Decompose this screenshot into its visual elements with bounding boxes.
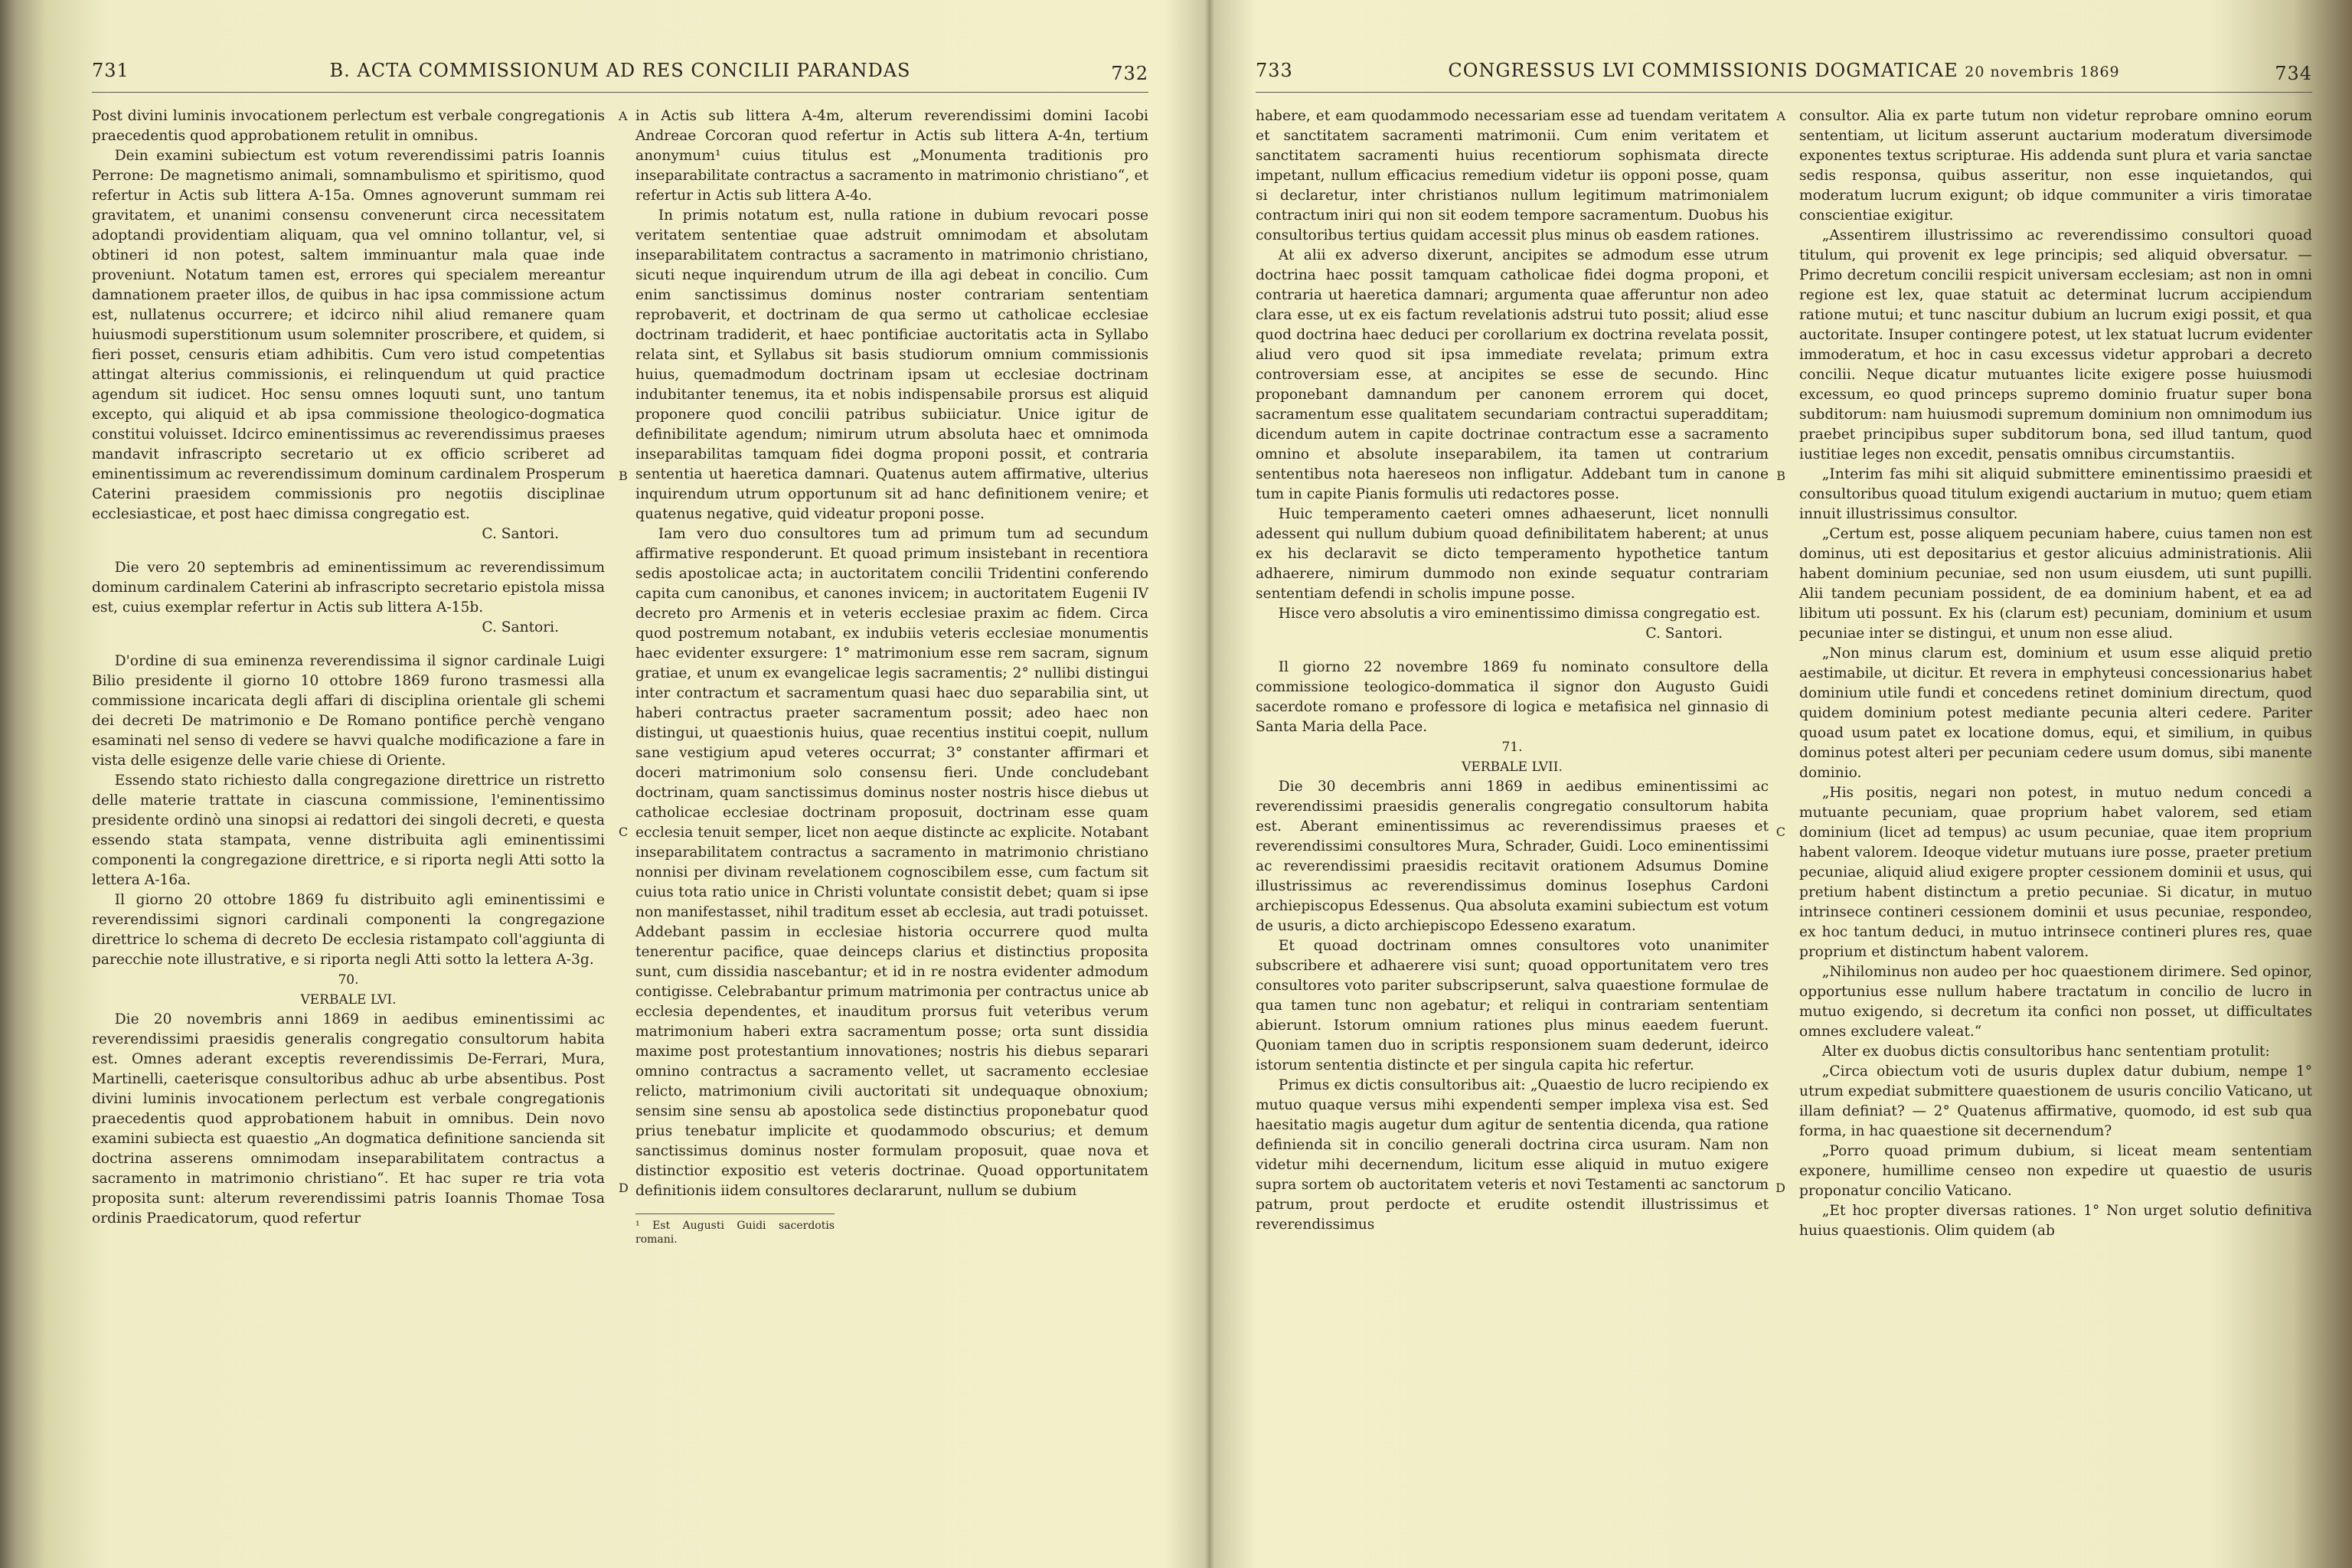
paragraph: consultor. Alia ex parte tutum non videtur reprobare omnino eorum sententiam, ut licitum asserunt auctarium moderatum diversimode exponentes textus scripturae. His addenda sunt plura et varia sanctae sedis responsa, quibus asseritur, non esse inquietandos, qui moderatum lucrum exigunt; ob idque communiter a viris timoratae conscientiae exigitur. bbox=[1799, 108, 2312, 224]
paragraph: Iam vero duo consultores tum ad primum tum ad secundum affirmative responderunt. Et quoad primum insistebant in recentiora sedis apostolicae acta; in auctoritatem concilii Tridentini conferendo capita cum canonibus, et canones invicem; in auctoritatem Eugenii IV decreto pro Armenis et in veteris ecclesiae praxim ac fidem. Circa quod postremum notabant, ex indubiis veteris ecclesiae monumentis haec evidenter exsurgere: 1° matrimonium esse rem sacram, signum gratiae, et unum ex evangelicae legis sacramentis; 2° nullibi distingui inter contractum et sacramentum quasi haec duo separabilia sint, ut haberi contractus praeter sacramentum possit; adeo haec non distingui, ut quaestionis huius, quae recentius institui coepit, nullum sane vestigium apud veteres occurrat; 3° constanter affirmari et doceri matrimonium solo consensu fieri. Unde concludebant doctrinam, quam sanctissimus dominus noster nostris hisce diebus ut catholicae ecclesiae doctrinam proposuit, doctrinam esse quam ecclesia tenuit semper, licet non aeque distincte ac explicite. Notabant inseparabilitatem contractus a sacramento in matrimonio christiano nonnisi per divinam revelationem cognoscibilem esse, cum factum sit cuius tota ratio unice in Christi voluntate consistit debet; quam si ipse non manifestasset, nihil traditum esset ab ecclesia, aut tradi potuisset. Addebant passim in ecclesiae historia occurrere quod multa tenerentur pacifice, quae deinceps clarius et distinctius proposita sunt, cum dissidia nascebantur; et id in re nostra evidenter admodum contigisse. Celebrabantur primum matrimonia per contractus unice ab ecclesia dependentes, et inauditum prorsus fuit veteribus verum matrimonium haberi extra sacramentum posse; orta sunt dissidia maxime post protestantium innovationes; nostris his diebus separari omnino contractus a sacramento vellet, ut sacramento ecclesiae relicto, matrimonium civili auctoritati sit undequaque obnoxium; sensim sine sensu ab apostolica sede distinctius proponebatur quod prius tenebatur implicite et quodammodo obscurius; et demum sanctissimus dominus noster formulam proposuit, quae nova et distinctior expositio est veteris doctrinae. Quoad opportunitatem definitionis iidem consultores declararunt, nullum se dubium bbox=[635, 526, 1148, 1199]
margin-letter: C bbox=[619, 825, 629, 839]
section-heading: VERBALE LVI. bbox=[300, 992, 397, 1008]
paragraph: „Certum est, posse aliquem pecuniam habere, cuius tamen non est dominus, uti est depositarius et gestor alicuius administrationis. Alii habent dominium pecuniae, sed non usum eiusdem, uti sunt pupilli. Alii tandem pecuniam possident, de ea dominium habent, et ea ad libitum uti possunt. Ex his (clarum est) pecuniam, dominium et usum pecuniae inter se distingui, et unum non esse aliud. bbox=[1799, 526, 2312, 642]
paragraph: Huic temperamento caeteri omnes adhaeserunt, licet nonnulli adessent qui nullum dubium quoad definibilitatem haberent; at unus ex his declaravit se dicto temperamento hypothetice tantum adhaerere, nimirum dummodo non exinde sequatur contrariam sententiam defendi in scholis impune posse. bbox=[1256, 506, 1769, 602]
paragraph: Post divini luminis invocationem perlectum est verbale congregationis praecedentis quod approbationem retulit in omnibus. bbox=[92, 108, 605, 144]
paragraph: At alii ex adverso dixerunt, ancipites se admodum esse utrum doctrina haec possit tamquam catholicae fidei dogma proponi, et contraria ut haeretica damnari; argumenta quae afferuntur non adeo clara esse, ut ex eis factum revelationis adstrui tuto possit; aliud esse quod doctrina haec deduci per corollarium ex doctrina revelata possit, aliud vero quod sit ipsa immediate revelata; primum extra controversiam esse, at ancipites se esse de secundo. Hinc proponebant damnandum per canonem errorem qui docet, sacramentum esse qualitatem secundariam contractui superadditam; dicendum autem in capite doctrinae contractum esse a sacramento omnino et absolute inseparabilem, ita tamen ut contrarium sententibus nota haereseos non infligatur. Addebant tum in canone tum in capite Pianis formulis uti redactores posse. bbox=[1256, 247, 1769, 502]
page-number: 733 bbox=[1256, 60, 1293, 81]
left-column-2 bbox=[619, 106, 1148, 1246]
footnote: ¹ Est Augusti Guidi sacerdotis romani. bbox=[635, 1214, 835, 1246]
left-page-header bbox=[92, 54, 1148, 84]
paragraph: „Assentirem illustrissimo ac reverendissimo consultori quoad titulum, qui provenit ex lege principis; sed aliquid obversatur. — Primo decretum concilii respicit universam ecclesiam; ast non in omni regione est lex, quae statuit ac determinat lucrum accipiendum ratione mutui; et tunc nascitur dubium an lucrum exigi possit, et qua auctoritate. Insuper contingere potest, ut lex statuat lucrum evidenter immoderatum, et hoc in casu excessus videtur approbari a decreto concilii. Neque dicatur mutuantes licite exigere posse huiusmodi excessum, eo quod princeps supremo dominio fruatur super bona subditorum: nam huiusmodi supremum dominium non omnimodum ius praebet principibus super subditorum bona, sed illud tantum, quod iustitiae leges non excedit, pensatis omnibus circumstantiis. bbox=[1799, 227, 2312, 462]
paragraph: „Nihilominus non audeo per hoc quaestionem dirimere. Sed opinor, opportunius esse nullum habere tractatum in concilio de lucro in mutuo exigendo, si decretum ita confici non posset, ut difficultates omnes excludere valeat.“ bbox=[1799, 964, 2312, 1040]
paragraph: Alter ex duobus dictis consultoribus hanc sententiam protulit: bbox=[1821, 1044, 2270, 1060]
signature: C. Santori. bbox=[482, 526, 559, 542]
margin-letter: B bbox=[1776, 469, 1785, 483]
paragraph: „Non minus clarum est, dominium et usum esse aliquid pretio aestimabile, ut dicitur. Et revera in emphyteusi concessionarius habet dominium utile fundi et concedens retinet dominium directum, quod quidem dominium potest mediante pecunia alteri cedere. Pariter quoad usum patet ex locatione domus, equi, et similium, in quibus dominus potest alteri per pecuniam cedere usum domus, sibi manente dominio. bbox=[1799, 645, 2312, 781]
paragraph: Die 20 novembris anni 1869 in aedibus eminentissimi ac reverendissimi praesidis generalis congregatio consultorum habita est. Omnes aderant exceptis reverendissimis De-Ferrari, Mura, Martinelli, caeterisque consultoribus adhuc ab urbe absentibus. Post divini luminis invocationem perlectum est verbale congregationis praecedentis quod approbationem habuit in omnibus. Dein novo examini subiecta est quaestio „An dogmatica definitione sancienda sit doctrina asserens omnimodam inseparabilitatem contractus a sacramento in matrimonio christiano“. Et hac super re tria vota proposita sunt: alterum reverendissimi patris Ioannis Thomae Tosa ordinis Praedicatorum, quod refertur bbox=[92, 1011, 605, 1227]
section-heading: VERBALE LVII. bbox=[1462, 760, 1563, 775]
paragraph: Il giorno 20 ottobre 1869 fu distribuito agli eminentissimi e reverendissimi signori cardinali componenti la congregazione direttrice lo schema di decreto De ecclesia ristampato coll'aggiunta di parecchie note illustrative, e si riporta negli Atti sotto la lettera A-3g. bbox=[92, 892, 605, 968]
paragraph: habere, et eam quodammodo necessariam esse ad tuendam veritatem et sanctitatem sacramenti matrimonii. Cum enim veritatem et sanctitatem sacramenti huius recentiorum sophismata directe impetant, nullum efficacius remedium videtur iis opponi posse, quam si declaretur, inter christianos nullum legitimum matrimonialem contractum iniri qui non sit eodem tempore sacramentum. Duobus his consultoribus tertius quidam accessit plus minus ob easdem rationes. bbox=[1256, 108, 1769, 243]
paragraph: Hisce vero absolutis a viro eminentissimo dimissa congregatio est. bbox=[1278, 606, 1761, 622]
paragraph: In primis notatum est, nulla ratione in dubium revocari posse veritatem sententiae quae adstruit omnimodam et absolutam inseparabilitatem contractus a sacramento in matrimonio christiano, sicuti neque inquirendum utrum de illa agi debeat in concilio. Cum enim sanctissimus dominus noster contrariam sententiam reprobaverit, et doctrinam de qua sermo ut catholicae ecclesiae doctrinam tradiderit, et haec pontificiae auctoritatis acta in Syllabo relata sint, et Syllabus sit basis studiorum omnium commissionis huius, quemadmodum doctrinam ipsam ut ecclesiae doctrinam indubitanter tenemus, ita et nobis indispensabile prorsus est aliquid proponere quod concilii patribus subiiciatur. Unice igitur de definibilitate agendum; nimirum utrum absoluta haec et omnimoda inseparabilitas tamquam fidei dogma proponi possit, et contraria sententia ut haeretica damnari. Quatenus autem affirmative, ulterius inquirendum utrum opportunum sit ad hanc definitionem venire; et quatenus negative, quid videatur proponi posse. bbox=[635, 207, 1148, 522]
right-page bbox=[1256, 54, 2312, 1531]
margin-letter: B bbox=[619, 469, 628, 483]
section-number: 70. bbox=[338, 972, 359, 988]
right-column-1 bbox=[1256, 106, 1785, 1241]
paragraph: D'ordine di sua eminenza reverendissima il signor cardinale Luigi Bilio presidente il giorno 10 ottobre 1869 furono trasmessi alla commissione incaricata degli affari di disciplina orientale gli schemi dei decreti De matrimonio e De Romano pontifice perchè vengano esaminati nel senso di vedere se havvi qualche modificazione a fare in vista delle esigenze delle varie chiese di Oriente. bbox=[92, 653, 605, 769]
left-page bbox=[92, 54, 1148, 1531]
margin-letter: D bbox=[1775, 1181, 1785, 1195]
running-title-date: 20 novembris 1869 bbox=[1965, 64, 2120, 80]
section-number: 71. bbox=[1501, 740, 1523, 755]
paragraph: Die vero 20 septembris ad eminentissimum ac reverendissimum dominum cardinalem Caterini ab infrascripto secretario epistola missa est, cuius exemplar refertur in Actis sub littera A-15b. bbox=[92, 560, 605, 616]
header-rule bbox=[92, 92, 1148, 93]
paragraph: „His positis, negari non potest, in mutuo nedum concedi a mutuante pecuniam, quae proprium habet valorem, sed etiam dominium (licet ad tempus) ac usum pecuniae, quae item proprium habent valorem. Ideoque videtur mutuans iure posse, praeter pretium pecuniae, aliquid aliud exigere propter cessionem dominii et usus, qui pretium habent distinctum a pretio pecuniae. Si dicatur, in mutuo intrinsece contineri cessionem dominii et usus pecuniae, respondeo, ex hoc tantum deduci, in mutuo intrinsece contineri plures res, quae proprium et distinctum habent valorem. bbox=[1799, 785, 2312, 960]
paragraph: „Porro quoad primum dubium, si liceat meam sententiam exponere, humillime censeo non expedire ut quaestio de usuris proponatur concilio Vaticano. bbox=[1799, 1143, 2312, 1199]
paragraph: „Interim fas mihi sit aliquid submittere eminentissimo praesidi et consultoribus quoad titulum exigendi auctarium in mutuo; quem etiam innuit illustrissimus consultor. bbox=[1799, 466, 2312, 522]
running-title-text: CONGRESSUS LVI COMMISSIONIS DOGMATICAE bbox=[1448, 60, 1958, 81]
margin-letter: C bbox=[1775, 825, 1785, 839]
paragraph: Il giorno 22 novembre 1869 fu nominato consultore della commissione teologico-dommatica il signor don Augusto Guidi sacerdote romano e professore di logica e metafisica nel ginnasio di Santa Maria della Pace. bbox=[1256, 659, 1769, 735]
paragraph: in Actis sub littera A-4m, alterum reverendissimi domini Iacobi Andreae Corcoran quod refertur in Actis sub littera A-4n, tertium anonymum¹ cuius titulus est „Monumenta traditionis pro inseparabilitate contractus a sacramento in matrimonio christiano“, et refertur in Actis sub littera A-4o. bbox=[635, 108, 1148, 204]
margin-letter: A bbox=[619, 109, 628, 123]
running-title: B. ACTA COMMISSIONUM AD RES CONCILII PARANDAS bbox=[329, 60, 911, 81]
paragraph: Die 30 decembris anni 1869 in aedibus eminentissimi ac reverendissimi praesidis generalis congregatio consultorum habita est. Aberant eminentissimus ac reverendissimus praeses et reverendissimi consultores Mura, Schrader, Guidi. Loco eminentissimi ac reverendissimi praesidis recitavit orationem Adsumus Domine illustrissimus ac reverendissimus dominus Iosephus Cardoni archiepiscopus Edessenus. Qua absoluta examini subiectum est votum de usuris, a dicto archiepiscopo Edesseno exaratum. bbox=[1256, 779, 1769, 934]
signature: C. Santori. bbox=[482, 619, 559, 635]
right-page-header bbox=[1256, 54, 2312, 84]
header-rule bbox=[1256, 92, 2312, 93]
paragraph: Primus ex dictis consultoribus ait: „Quaestio de lucro recipiendo ex mutuo quaque versus mihi expendenti semper implexa visa est. Sed haesitatio magis augetur dum agitur de sententia dicenda, qua ratione definienda sit in concilio generali doctrina circa usuram. Nam non videtur mihi decernendum, licitum esse aliquid in mutuo exigere supra sortem ob auctoritatem veteris et novi Testamenti ac sanctorum patrum, prout perdocte et erudite ostendit illustrissimus et reverendissimus bbox=[1256, 1077, 1769, 1233]
paragraph: „Circa obiectum voti de usuris duplex datur dubium, nempe 1° utrum expediat submittere quaestionem de usuris concilio Vaticano, ut illam definiat? — 2° Quatenus affirmative, quomodo, id est sub qua forma, in hac quaestione sit decernendum? bbox=[1799, 1063, 2312, 1139]
paragraph: Et quoad doctrinam omnes consultores voto unanimiter subscribere et adhaerere visi sunt; quoad opportunitatem vero tres consultores voto pariter subscripserunt, salva quaestione formulae de qua tamen tunc non agebatur; et reliqui in contrariam sententiam abierunt. Istorum omnium rationes plus minus eaedem fuerunt. Quoniam tamen duo in scriptis responsionem suam dederunt, ideirco istorum sententia distincte et per singula capita hic refertur. bbox=[1256, 938, 1769, 1073]
running-title bbox=[1256, 60, 2312, 81]
paragraph: Essendo stato richiesto dalla congregazione direttrice un ristretto delle materie trattate in ciascuna commissione, l'eminentissimo presidente ordinò una sinopsi ai redattori dei singoli decreti, e questa essendo stata stampata, venne distribuita agli eminentissimi componenti la congregazione direttrice, e si riporta negli Atti sotto la lettera A-16a. bbox=[92, 773, 605, 888]
paragraph: Dein examini subiectum est votum reverendissimi patris Ioannis Perrone: De magnetismo animali, somnambulismo et spiritismo, quod refertur in Actis sub littera A-15a. Omnes agnoverunt summam rei gravitatem, et unanimi consensu convenerunt circa necessitatem adoptandi providentiam aliquam, qua vel omnino tollantur, vel, si obtineri id non potest, saltem imminuantur mala quae inde proveniunt. Notatum tamen est, errores qui specialem mereantur damnationem praeter illos, de quibus in hac ipsa commissione actum est, nullatenus occurrere; et idcirco nihil aliud remanere quam huiusmodi superstitionum usum solemniter proscribere, et quidem, si fieri posset, censuris etiam adhibitis. Cum vero istud competentias attingat alterius commissionis, ei relinquendum ut quid practice agendum sit iudicet. Hoc sensu omnes loquuti sunt, uno tantum excepto, qui aliquid et ab ipsa commissione theologico-dogmatica constitui voluisset. Idcirco eminentissimus ac reverendissimus praeses mandavit infrascripto secretario ut ex officio scriberet ad eminentissimum ac reverendissimum dominum cardinalem Prosperum Caterini praesidem commissionis pro negotiis disciplinae ecclesiasticae, et post haec dimissa congregatio est. bbox=[92, 148, 605, 522]
page-number: 732 bbox=[1111, 63, 1148, 84]
margin-letter: D bbox=[619, 1181, 629, 1195]
right-column-2 bbox=[1799, 106, 2312, 1241]
page-number: 734 bbox=[2275, 63, 2312, 84]
left-column-1 bbox=[92, 106, 605, 1246]
paragraph: „Et hoc propter diversas rationes. 1° Non urget solutio definitiva huius quaestionis. Olim quidem (ab bbox=[1799, 1203, 2312, 1239]
margin-letter: A bbox=[1776, 109, 1785, 123]
signature: C. Santori. bbox=[1645, 626, 1723, 642]
book-gutter bbox=[1164, 0, 1256, 1568]
page-number: 731 bbox=[92, 60, 129, 81]
